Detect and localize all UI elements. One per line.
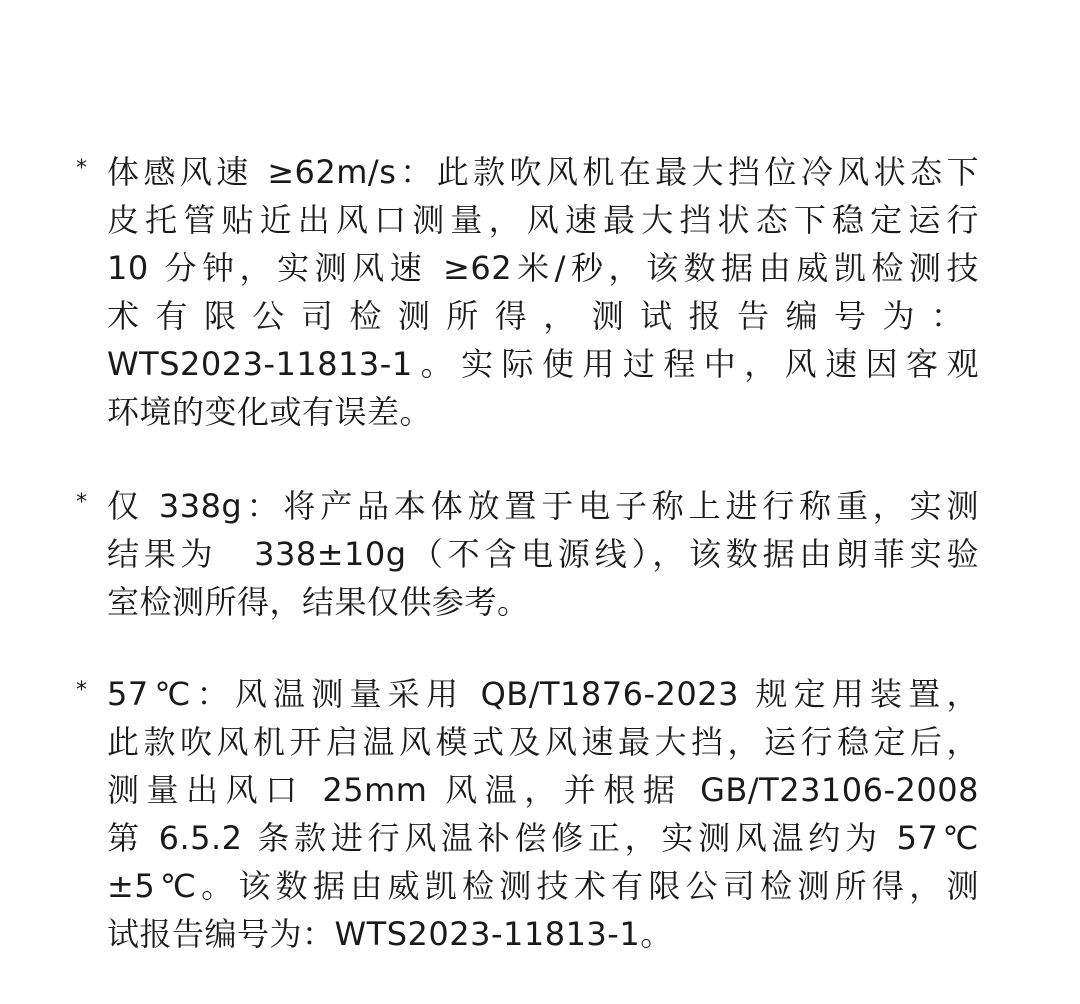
footnote-weight bbox=[0, 482, 979, 626]
footnote-line: 第 6.5.2 条款进行风温补偿修正，实测风温约为 57℃ bbox=[107, 819, 979, 857]
footnote-line: 57℃：风温测量采用 QB/T1876-2023 规定用装置， bbox=[107, 675, 979, 713]
bullet-asterisk: * bbox=[76, 678, 87, 703]
footnote-line: 10 分钟，实测风速 ≥62米/秒，该数据由威凯检测技 bbox=[107, 249, 979, 287]
footnote-wind-temperature bbox=[0, 670, 979, 958]
footnote-line: 术有限公司检测所得，测试报告编号为： bbox=[107, 297, 979, 335]
footnote-line: 测量出风口 25mm 风温，并根据 GB/T23106-2008 bbox=[107, 771, 979, 809]
footnote-line: 结果为 338±10g（不含电源线），该数据由朗菲实验 bbox=[107, 535, 979, 573]
footnote-line: 试报告编号为：WTS2023-11813-1。 bbox=[107, 915, 673, 953]
footnote-line: 皮托管贴近出风口测量，风速最大挡状态下稳定运行 bbox=[107, 201, 979, 239]
footnote-line: 仅 338g：将产品本体放置于电子称上进行称重，实测 bbox=[107, 487, 979, 525]
footnote-line: WTS2023-11813-1。实际使用过程中，风速因客观 bbox=[107, 345, 979, 383]
footnote-wind-speed bbox=[0, 148, 979, 436]
footnote-line: 室检测所得，结果仅供参考。 bbox=[107, 583, 530, 621]
footnotes bbox=[0, 148, 1080, 1004]
footnote-line: ±5℃。该数据由威凯检测技术有限公司检测所得，测 bbox=[107, 867, 979, 905]
bullet-asterisk: * bbox=[76, 156, 87, 181]
footnote-line: 体感风速 ≥62m/s：此款吹风机在最大挡位冷风状态下 bbox=[107, 153, 979, 191]
bullet-asterisk: * bbox=[76, 490, 87, 515]
footnote-line: 此款吹风机开启温风模式及风速最大挡，运行稳定后， bbox=[107, 723, 979, 761]
footnote-line: 环境的变化或有误差。 bbox=[107, 393, 433, 431]
